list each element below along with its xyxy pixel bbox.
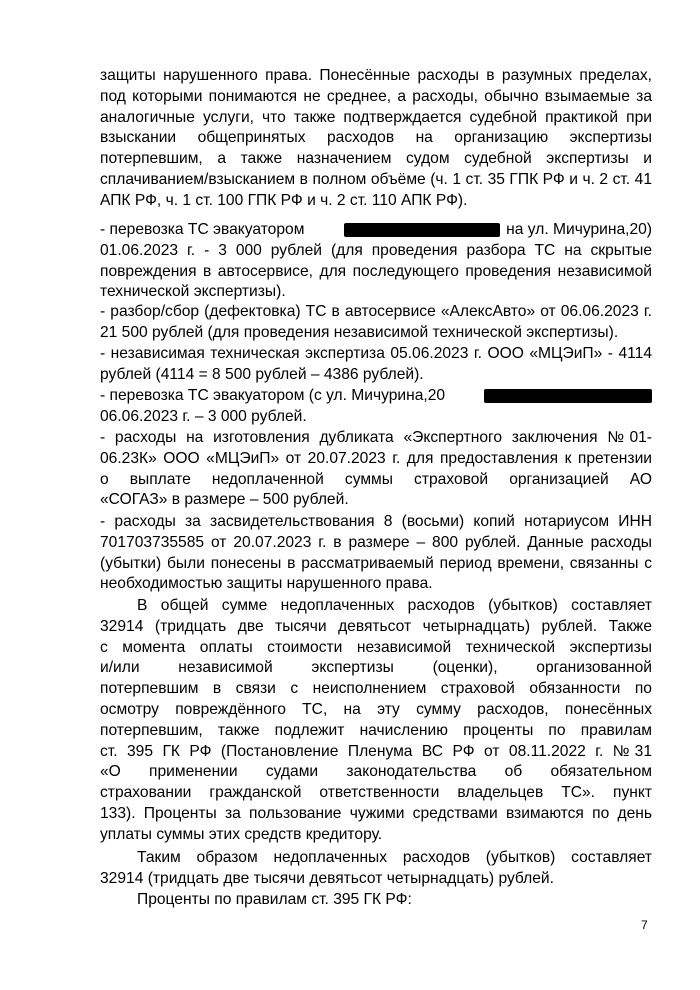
text-line: под которыми понимаются не среднее, а расходы, обычно взымаемые за <box>100 87 652 105</box>
text-line: повреждения в автосервисе, для последующего проведения независимой <box>100 262 652 280</box>
expense-item-notary <box>100 512 652 595</box>
text-line: с момента оплаты стоимости независимой технической экспертизы <box>100 638 652 656</box>
text-line: сплачиванием/взысканием в полном объёме (ч. 1 ст. 35 ГПК РФ и ч. 2 ст. 41 <box>100 170 652 188</box>
expense-item-duplicate <box>100 428 652 511</box>
text-line: потерпевшим в связи с неисполнением страховой обязанности по <box>100 680 652 698</box>
text-line: страховании гражданской ответственности владельцев ТС». пункт <box>100 784 652 802</box>
text-line: 133). Проценты за пользование чужими средствами взимаются по день <box>100 804 652 822</box>
text-line: - разбор/сбор (дефектовка) ТС в автосервисе «АлексАвто» от 06.06.2023 г. <box>100 303 652 320</box>
text-line: 32914 (тридцать две тысячи девятьсот четырнадцать) рублей. Также <box>100 617 652 635</box>
text-line <box>100 386 652 407</box>
expense-item-disassembly <box>100 302 652 344</box>
text-fragment: - перевозка ТС эвакуатором (с ул. Мичурина,20 <box>100 387 446 404</box>
text-line: Проценты по правилам ст. 395 ГК РФ: <box>137 891 412 908</box>
text-line: технической экспертизы). <box>100 283 286 301</box>
text-line: и/или независимой экспертизы (оценки), организованной <box>100 659 652 677</box>
text-line: осмотру повреждённого ТС, на эту сумму расходов, понесённых <box>100 700 652 718</box>
text-line: - расходы на изготовления дубликата «Экспертного заключения №01- <box>100 429 652 446</box>
paragraph-total-expenses <box>100 596 652 846</box>
text-line: защиты нарушенного права. Понесённые расходы в разумных пределах, <box>100 67 652 84</box>
page-number: 7 <box>641 918 648 932</box>
text-line: взыскании общепринятых расходов на организацию экспертизы <box>100 129 652 147</box>
paragraph-interest-heading <box>100 890 652 911</box>
text-line: аналогичные услуги, что также подтверждается судебной практикой при <box>100 108 652 126</box>
text-line: уплаты суммы этих средств кредитору. <box>100 825 383 843</box>
text-line: В общей сумме недоплаченных расходов (убытков) составляет <box>137 597 652 614</box>
expense-item-towing-1 <box>100 220 652 303</box>
text-line: 06.23К» ООО «МЦЭиП» от 20.07.2023 г. для предоставления к претензии <box>100 449 652 467</box>
paragraph-continuation <box>100 66 652 212</box>
paragraph-summary <box>100 848 652 890</box>
text-line: ст. 395 ГК РФ (Постановление Пленума ВС РФ от 08.11.2022 г. №31 <box>100 742 652 760</box>
text-line: потерпевшим, также подлежит начислению проценты по правилам <box>100 721 652 739</box>
text-line: «СОГАЗ» в размере – 500 рублей. <box>100 491 349 509</box>
text-line: - независимая техническая экспертиза 05.06.2023 г. ООО «МЦЭиП» - 4114 <box>100 345 652 362</box>
expense-item-expertise <box>100 344 652 386</box>
text-line: - расходы за засвидетельствования 8 (восьми) копий нотариусом ИНН <box>100 513 652 530</box>
text-line: 01.06.2023 г. - 3 000 рублей (для проведения разбора ТС на скрытые <box>100 241 652 259</box>
text-line: о выплате недоплаченной суммы страховой организацией АО <box>100 470 652 488</box>
text-fragment: - перевозка ТС эвакуатором <box>100 221 305 238</box>
text-line: 701703735585 от 20.07.2023 г. в размере – 800 рублей. Данные расходы <box>100 533 652 551</box>
text-line: 21 500 рублей (для проведения независимой технической экспертизы). <box>100 323 619 341</box>
text-line: 06.06.2023 г. – 3 000 рублей. <box>100 407 307 425</box>
expense-item-towing-2 <box>100 386 652 428</box>
text-line: Таким образом недоплаченных расходов (убытков) составляет <box>137 849 652 866</box>
text-line: рублей (4114 = 8 500 рублей – 4386 рублей). <box>100 365 424 383</box>
text-line <box>100 220 652 241</box>
text-line: 32914 (тридцать две тысячи девятьсот четырнадцать) рублей. <box>100 869 554 887</box>
text-line: потерпевшим, а также назначением судом судебной экспертизы и <box>100 150 652 168</box>
text-line: «О применении судами законодательства об обязательном <box>100 763 652 781</box>
text-line: необходимостью защиты нарушенного права. <box>100 575 433 593</box>
redaction-bar <box>344 223 500 237</box>
text-line: АПК РФ, ч. 1 ст. 100 ГПК РФ и ч. 2 ст. 110 АПК РФ). <box>100 191 468 209</box>
text-fragment: на ул. Мичурина,20) <box>506 221 652 238</box>
redaction-bar <box>484 389 652 403</box>
text-line: (убытки) были понесены в рассматриваемый период времени, связанны с <box>100 554 652 572</box>
